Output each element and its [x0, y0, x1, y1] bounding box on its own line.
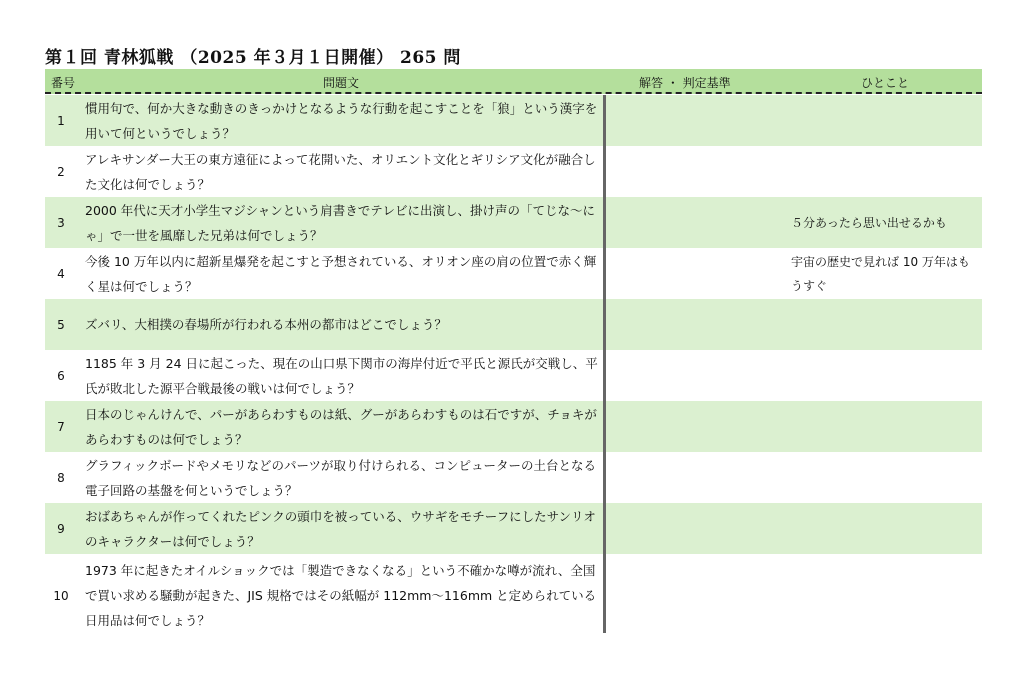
page-title: 第１回 青林狐戦 （2025 年３月１日開催） 265 問 [45, 48, 461, 68]
header-comment: ひとこと [861, 76, 910, 90]
table-row [45, 554, 982, 637]
row-comment: 宇宙の歴史で見れば 10 万年はもうすぐ [791, 254, 970, 293]
header-question: 問題文 [323, 76, 360, 90]
question-table [45, 95, 982, 637]
row-comment [791, 452, 981, 503]
row-comment: ５分あったら思い出せるかも [791, 215, 947, 230]
row-number: 7 [57, 419, 65, 434]
question-text: ズバリ、大相撲の春場所が行われる本州の都市はどこでしょう？ [85, 317, 447, 332]
row-comment [791, 350, 981, 401]
table-row [45, 350, 982, 401]
question-text: 1185 年 3 月 24 日に起こった、現在の山口県下関市の海岸付近で平氏と源氏が交戦し、平氏が敗北した源平合戦最後の戦いは何でしょう？ [85, 355, 598, 396]
question-text: アレキサンダー大王の東方遠征によって花開いた、オリエント文化とギリシア文化が融合した文化は何でしょう？ [85, 151, 596, 192]
header-number: 番号 [51, 76, 76, 90]
row-number: 6 [57, 368, 65, 383]
table-row [45, 146, 982, 197]
question-text: 慣用句で、何か大きな動きのきっかけとなるような行動を起こすことを「狼」という漢字を用いて何というでしょう？ [85, 100, 598, 141]
row-comment [791, 503, 981, 554]
row-number: 5 [57, 317, 65, 332]
question-text: 1973 年に起きたオイルショックでは「製造できなくなる」という不確かな噂が流れ、全国で買い求める騒動が起きた、JIS 規格ではその紙幅が 112mm〜116mm と定められている日用品は何でしょう？ [85, 563, 597, 628]
column-divider [603, 95, 606, 633]
question-text: 2000 年代に天才小学生マジシャンという肩書きでテレビに出演し、掛け声の「てじな〜にゃ」で一世を風靡した兄弟は何でしょう？ [85, 202, 595, 243]
question-text: 日本のじゃんけんで、パーがあらわすものは紙、グーがあらわすものは石ですが、チョキがあらわすものは何でしょう？ [85, 406, 597, 447]
question-text: おばあちゃんが作ってくれたピンクの頭巾を被っている、ウサギをモチーフにしたサンリオのキャラクターは何でしょう？ [85, 508, 596, 549]
table-row [45, 401, 982, 452]
table-row [45, 452, 982, 503]
table-row [45, 503, 982, 554]
row-number: 3 [57, 215, 65, 230]
question-text: グラフィックボードやメモリなどのパーツが取り付けられる、コンピューターの土台となる電子回路の基盤を何というでしょう？ [85, 457, 597, 498]
header-answer: 解答 ・ 判定基準 [639, 76, 731, 90]
table-row [45, 299, 982, 350]
row-number: 8 [57, 470, 65, 485]
row-number: 2 [57, 164, 65, 179]
row-comment [791, 95, 981, 146]
table-header [45, 69, 982, 94]
row-comment [791, 146, 981, 197]
question-text: 今後 10 万年以内に超新星爆発を起こすと予想されている、オリオン座の肩の位置で赤く輝く星は何でしょう？ [85, 253, 597, 294]
row-number: 10 [53, 588, 69, 603]
row-number: 4 [57, 266, 65, 281]
row-comment [791, 299, 981, 350]
row-comment [791, 554, 981, 637]
row-number: 9 [57, 521, 65, 536]
table-row [45, 95, 982, 146]
row-comment [791, 401, 981, 452]
table-row [45, 197, 982, 248]
row-number: 1 [57, 113, 65, 128]
table-row [45, 248, 982, 299]
